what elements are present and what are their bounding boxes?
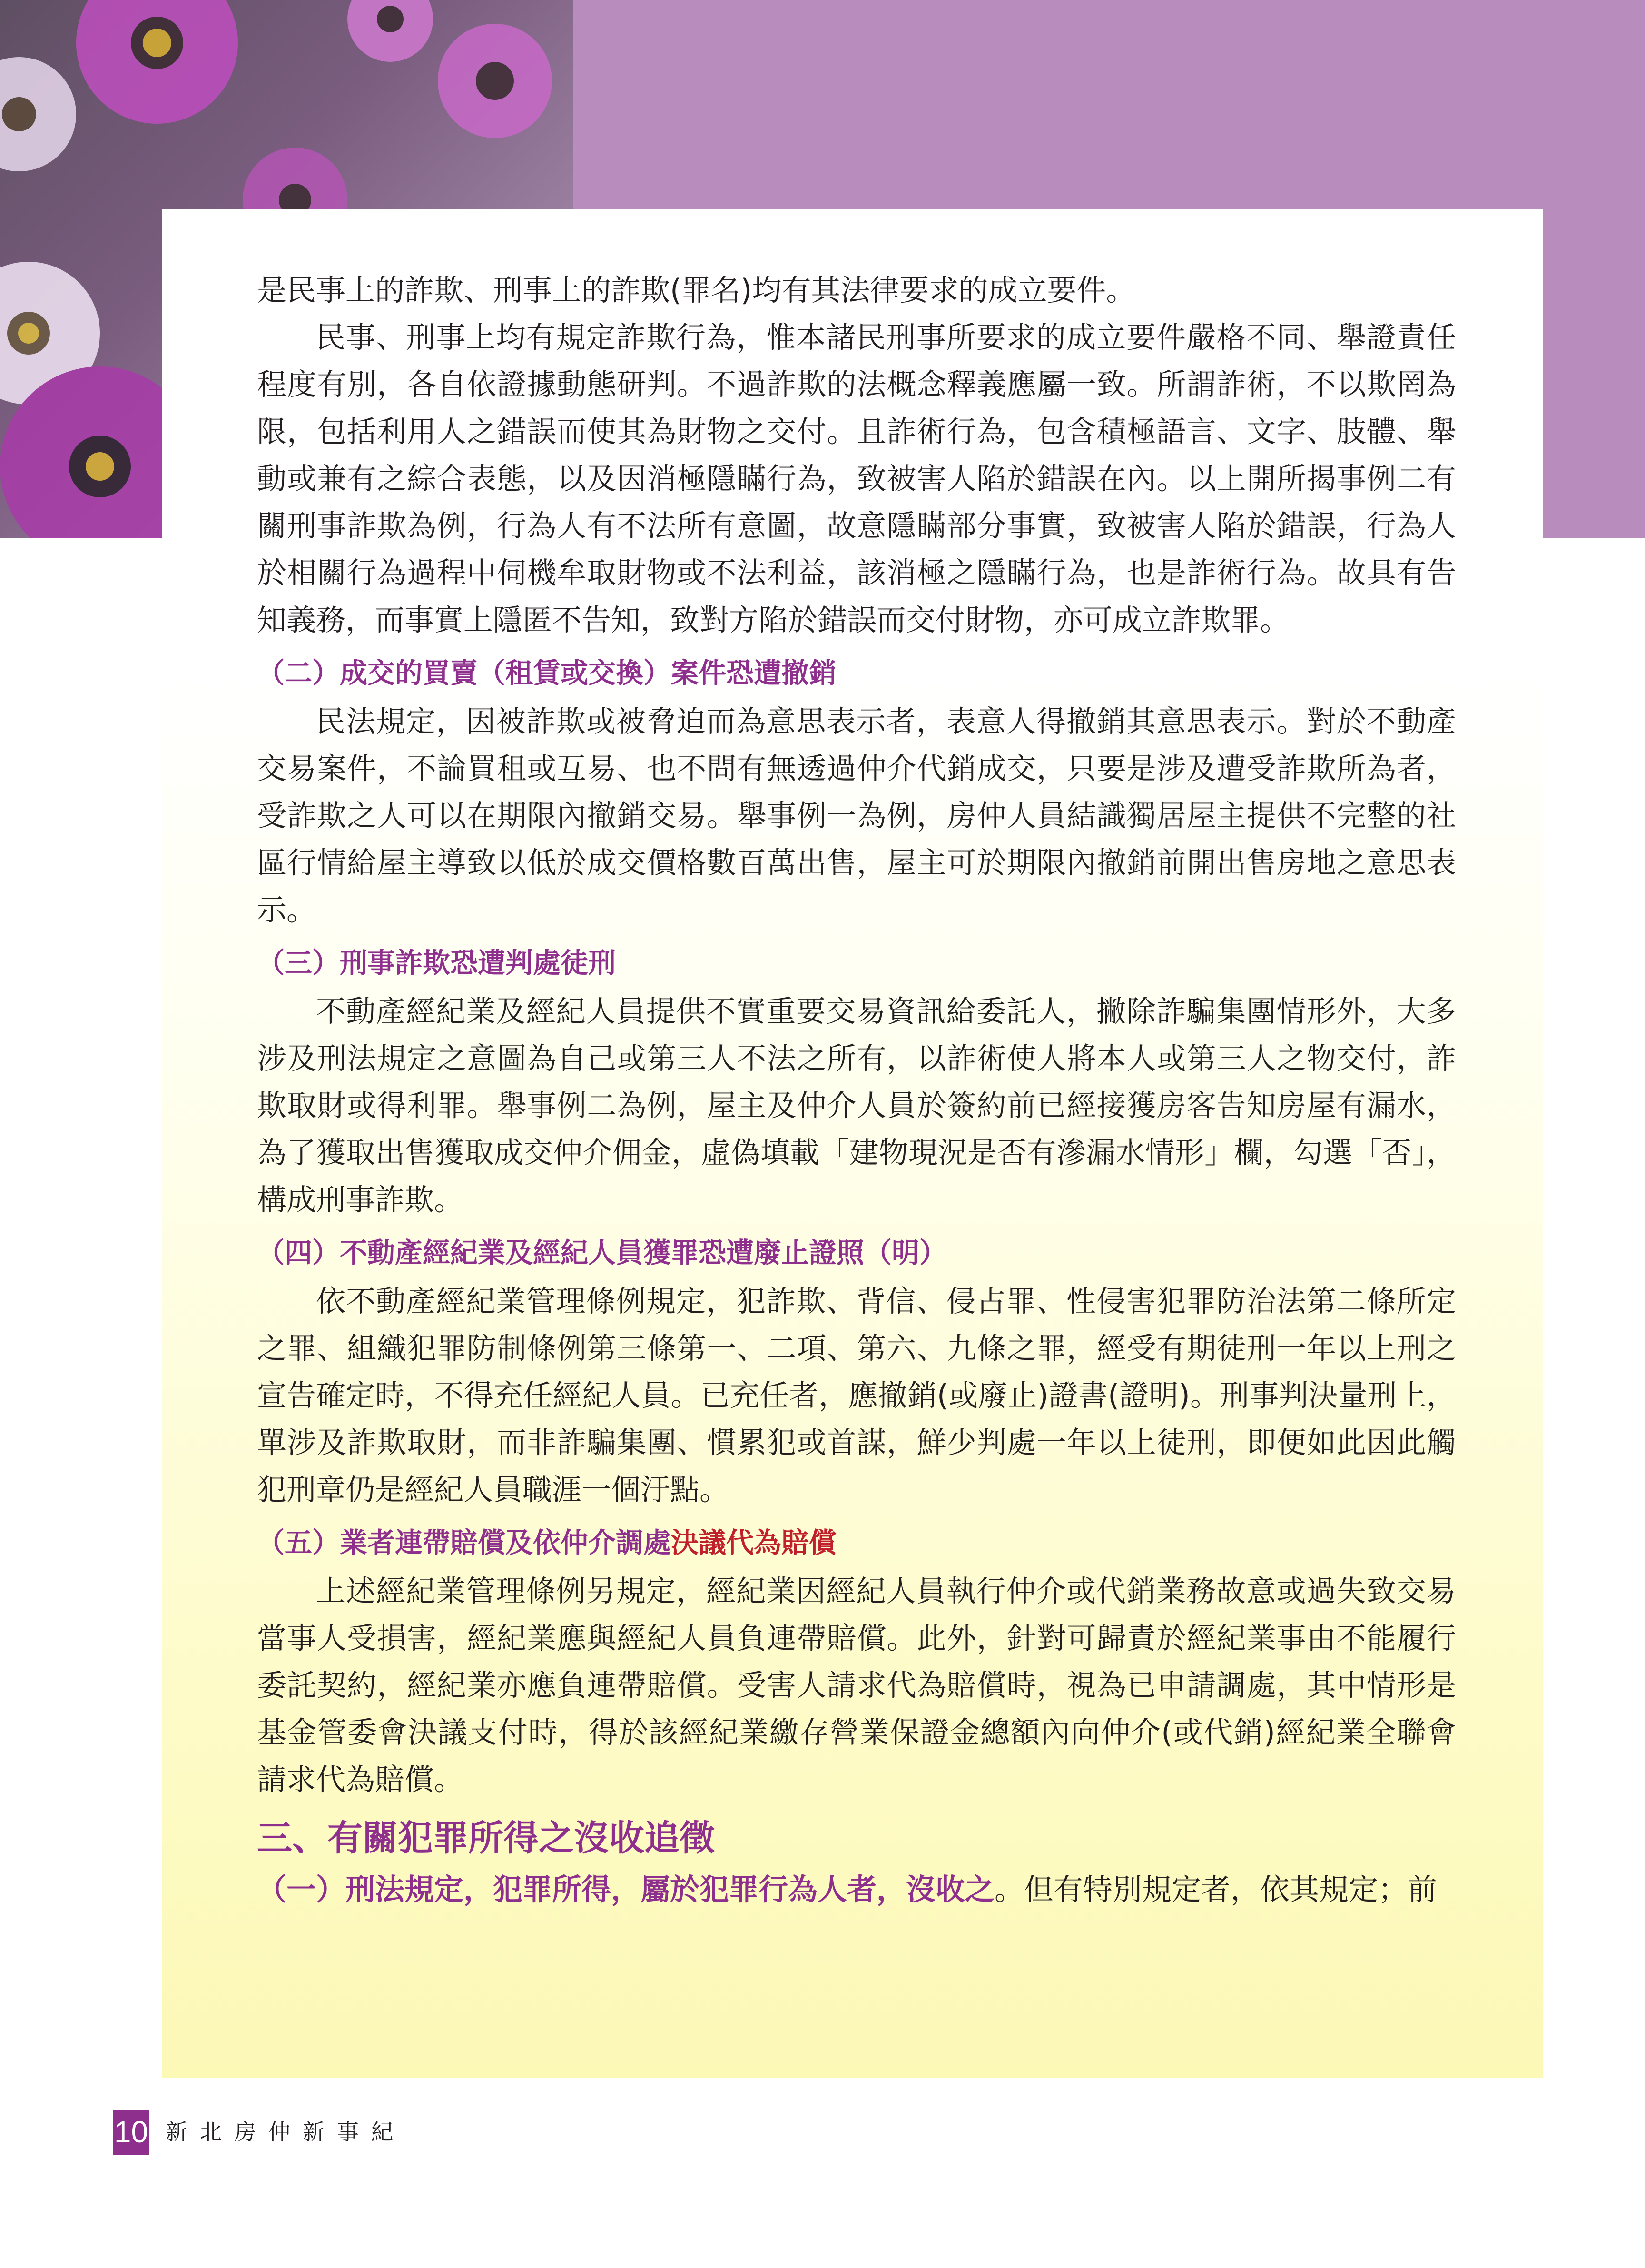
paragraph-text: 。但有特別規定者，依其規定；前	[995, 1872, 1438, 1907]
subheading: （三）刑事詐欺恐遭判處徒刑	[257, 947, 616, 979]
paragraph: 上述經紀業管理條例另規定，經紀業因經紀人員執行仲介或代銷業務故意或過失致交易當事人受損害，經紀業應與經紀人員負連帶賠償。此外，針對可歸責於經紀業事由不能履行委託契約，經紀業亦應負連帶賠償。受害人請求代為賠償時，視為已申請調處，其中情形是基金管委會決議支付時，得於該經紀業繳存營業保證金總額內向仲介(或代銷)經紀業全聯會請求代為賠償。	[257, 1574, 1456, 1797]
subheading-part: （五）業者連帶賠償及依仲介調處	[257, 1526, 671, 1559]
magazine-title: 新北房仲新事紀	[166, 2119, 405, 2145]
subheading-highlight: 決議代為賠償	[671, 1526, 837, 1559]
subheading	[257, 1520, 1456, 1565]
section-heading: 三、有關犯罪所得之沒收追徵	[257, 1818, 715, 1859]
paragraph	[257, 1866, 1456, 1913]
subheading: （二）成交的買賣（租賃或交換）案件恐遭撤銷	[257, 657, 837, 689]
subheading: （四）不動產經紀業及經紀人員獲罪恐遭廢止證照（明）	[257, 1237, 947, 1269]
paragraph: 民事、刑事上均有規定詐欺行為，惟本諸民刑事所要求的成立要件嚴格不同、舉證責任程度有別，各自依證據動態研判。不過詐欺的法概念釋義應屬一致。所謂詐術，不以欺罔為限，包括利用人之錯誤而使其為財物之交付。且詐術行為，包含積極語言、文字、肢體、舉動或兼有之綜合表態，以及因消極隱瞞行為，致被害人陷於錯誤在內。以上開所揭事例二有關刑事詐欺為例，行為人有不法所有意圖，故意隱瞞部分事實，致被害人陷於錯誤，行為人於相關行為過程中伺機牟取財物或不法利益，該消極之隱瞞行為，也是詐術行為。故具有告知義務，而事實上隱匿不告知，致對方陷於錯誤而交付財物，亦可成立詐欺罪。	[257, 320, 1456, 637]
article-body	[257, 267, 1456, 1913]
paragraph: 不動產經紀業及經紀人員提供不實重要交易資訊給委託人，撇除詐騙集團情形外，大多涉及刑法規定之意圖為自己或第三人不法之所有，以詐術使人將本人或第三人之物交付，詐欺取財或得利罪。舉事例二為例，屋主及仲介人員於簽約前已經接獲房客告知房屋有漏水，為了獲取出售獲取成交仲介佣金，虛偽填載「建物現況是否有滲漏水情形」欄，勾選「否」，構成刑事詐欺。	[257, 994, 1456, 1217]
paragraph: 依不動產經紀業管理條例規定，犯詐欺、背信、侵占罪、性侵害犯罪防治法第二條所定之罪、組織犯罪防制條例第三條第一、二項、第六、九條之罪，經受有期徒刑一年以上刑之宣告確定時，不得充任經紀人員。已充任者，應撤銷(或廢止)證書(證明)。刑事判決量刑上，單涉及詐欺取財，而非詐騙集團、慣累犯或首謀，鮮少判處一年以上徒刑，即便如此因此觸犯刑章仍是經紀人員職涯一個汙點。	[257, 1284, 1456, 1507]
article-panel	[162, 209, 1543, 2078]
paragraph: 是民事上的詐欺、刑事上的詐欺(罪名)均有其法律要求的成立要件。	[257, 273, 1136, 307]
paragraph: 民法規定，因被詐欺或被脅迫而為意思表示者，表意人得撤銷其意思表示。對於不動產交易案件，不論買租或互易、也不問有無透過仲介代銷成交，只要是涉及遭受詐欺所為者，受詐欺之人可以在期限內撤銷交易。舉事例一為例，房仲人員結識獨居屋主提供不完整的社區行情給屋主導致以低於成交價格數百萬出售，屋主可於期限內撤銷前開出售房地之意思表示。	[257, 704, 1456, 927]
page-number: 10	[113, 2110, 149, 2155]
highlight-text: （一）刑法規定，犯罪所得，屬於犯罪行為人者，沒收之	[257, 1872, 995, 1907]
